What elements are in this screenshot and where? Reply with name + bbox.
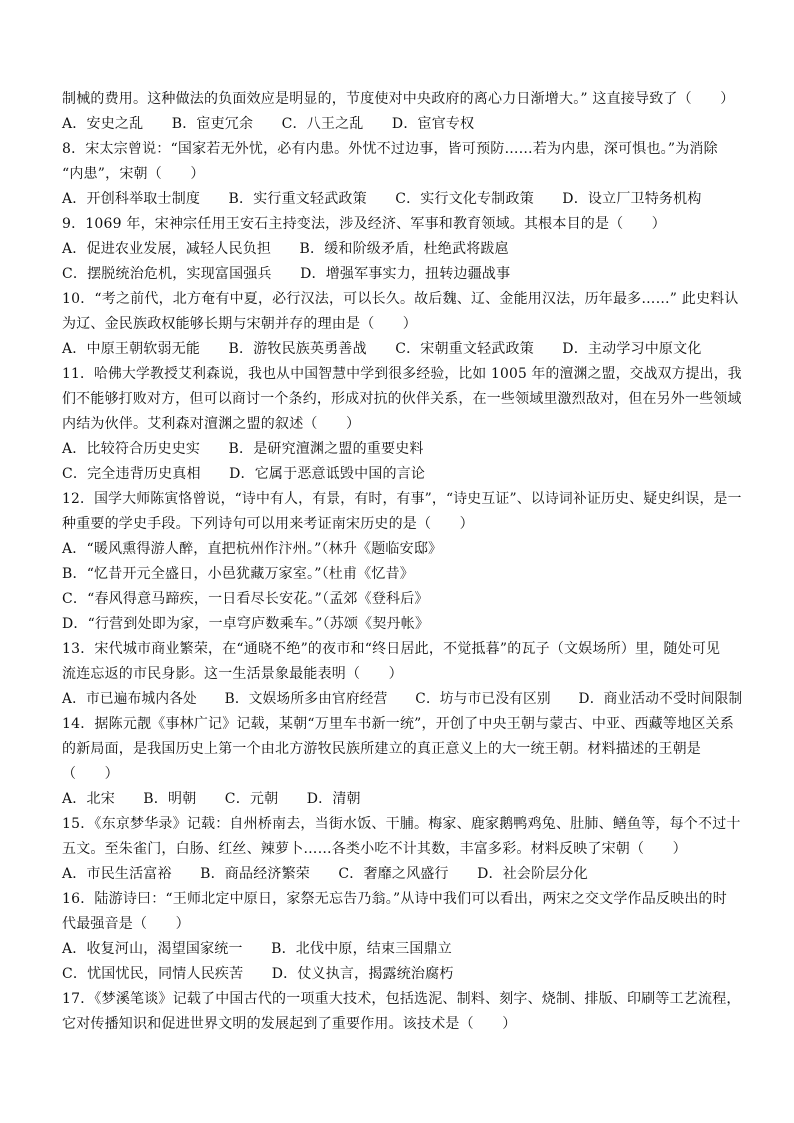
text-line: C．“春风得意马蹄疾，一日看尽长安花。”（孟郊《登科后》 xyxy=(62,591,429,607)
text-line: 它对传播知识和促进世界文明的发展起到了重要作用。该技术是（ ） xyxy=(62,1016,517,1032)
text-line: A．北宋 B．明朝 C．元朝 D．清朝 xyxy=(62,791,361,807)
text-line: 五文。至朱雀门，白肠、红丝、辣萝卜……各类小吃不计其数，丰富多彩。材料反映了宋朝（ ） xyxy=(62,841,687,857)
text-line: 11．哈佛大学教授艾利森说，我也从中国智慧中学到很多经验，比如 1005 年的澶渊之盟，交战双方提出，我 xyxy=(62,366,742,382)
text-line: A．促进农业发展，减轻人民负担 B．缓和阶级矛盾，杜绝武将跋扈 xyxy=(62,241,509,257)
text-line: 14．据陈元靓《事林广记》记载，某朝“万里车书新一统”，开创了中央王朝与蒙古、中亚、西藏等地区关系 xyxy=(62,716,734,732)
text-line: 8．宋太宗曾说：“国家若无外忧，必有内患。外忧不过边事，皆可预防……若为内患，深可惧也。”为消除 xyxy=(62,141,718,157)
text-line: A．开创科举取士制度 B．实行重文轻武政策 C．实行文化专制政策 D．设立厂卫特务机构 xyxy=(62,191,702,207)
text-line: C．忧国忧民，同情人民疾苦 D．仗义执言，揭露统治腐朽 xyxy=(62,966,454,982)
text-line: “内患”，宋朝（ ） xyxy=(62,166,205,182)
text-line: 10．“考之前代，北方奄有中夏，必行汉法，可以长久。故后魏、辽、金能用汉法，历年最多……” 此史料认 xyxy=(62,291,739,307)
text-line: A．“暖风熏得游人醉，直把杭州作汴州。”（林升《题临安邸》 xyxy=(62,541,443,557)
text-line: 的新局面，是我国历史上第一个由北方游牧民族所建立的真正意义上的大一统王朝。材料描述的王朝是 xyxy=(62,741,701,757)
text-line: D．“行营到处即为家，一卓穹庐数乘车。”（苏颂《契丹帐》 xyxy=(62,616,430,632)
text-line: （ ） xyxy=(62,766,119,782)
text-line: A．市已遍布城内各处 B．文娱场所多由官府经营 C．坊与市已没有区别 D．商业活动不受时间限制 xyxy=(62,691,743,707)
text-line: 12．国学大师陈寅恪曾说，“诗中有人，有景，有时，有事”，“诗史互证”、以诗词补证历史、疑史纠误，是一 xyxy=(62,491,742,507)
question-text-block xyxy=(62,87,742,1037)
text-line: A．中原王朝软弱无能 B．游牧民族英勇善战 C．宋朝重文轻武政策 D．主动学习中原文化 xyxy=(62,341,702,357)
text-line: A．安史之乱 B．宦吏冗余 C．八王之乱 D．宦官专权 xyxy=(62,116,475,132)
text-line: 们不能够打败对方，但可以商讨一个条约，形成对抗的伙伴关系，在一些领域里激烈敌对，但在另外一些领域 xyxy=(62,391,742,407)
text-line: A．收复河山，渴望国家统一 B．北伐中原，结束三国鼎立 xyxy=(62,941,452,957)
text-line: A．市民生活富裕 B．商品经济繁荣 C．奢靡之风盛行 D．社会阶层分化 xyxy=(62,866,588,882)
text-line: 种重要的学史手段。下列诗句可以用来考证南宋历史的是（ ） xyxy=(62,516,474,532)
text-line: 16．陆游诗曰：“王师北定中原日，家祭无忘告乃翁。”从诗中我们可以看出，两宋之交文学作品反映出的时 xyxy=(62,891,727,907)
text-line: 制械的费用。这种做法的负面效应是明显的，节度使对中央政府的离心力日渐增大。” 这直接导致了（ ） xyxy=(62,91,735,107)
text-line: 15．《东京梦华录》记载：自州桥南去，当街水饭、干脯。梅家、鹿家鹅鸭鸡兔、肚肺、鳝鱼等，每个不过十 xyxy=(62,816,741,832)
text-line: 内结为伙伴。艾利森对澶渊之盟的叙述（ ） xyxy=(62,416,361,432)
text-line: 为辽、金民族政权能够长期与宋朝并存的理由是（ ） xyxy=(62,316,417,332)
text-line: A．比较符合历史史实 B．是研究澶渊之盟的重要史料 xyxy=(62,441,424,457)
text-line: 17．《梦溪笔谈》记载了中国古代的一项重大技术，包括选泥、制料、刻字、烧制、排版、印刷等工艺流程， xyxy=(62,991,741,1007)
text-line: C．摆脱统治危机，实现富国强兵 D．增强军事实力，扭转边疆战事 xyxy=(62,266,511,282)
text-line: 代最强音是（ ） xyxy=(62,916,190,932)
text-line: 13．宋代城市商业繁荣，在“通晓不绝”的夜市和“终日居此，不觉抵暮”的瓦子（文娱场所）里，随处可见 xyxy=(62,641,721,657)
text-line: B．“忆昔开元全盛日，小邑犹藏万家室。”（杜甫《忆昔》 xyxy=(62,566,415,582)
text-line: 9．1069 年，宋神宗任用王安石主持变法，涉及经济、军事和教育领域。其根本目的是（ ） xyxy=(62,216,666,232)
text-line: 流连忘返的市民身影。这一生活景象最能表明（ ） xyxy=(62,666,403,682)
text-line: C．完全违背历史真相 D．它属于恶意诋毁中国的言论 xyxy=(62,466,426,482)
